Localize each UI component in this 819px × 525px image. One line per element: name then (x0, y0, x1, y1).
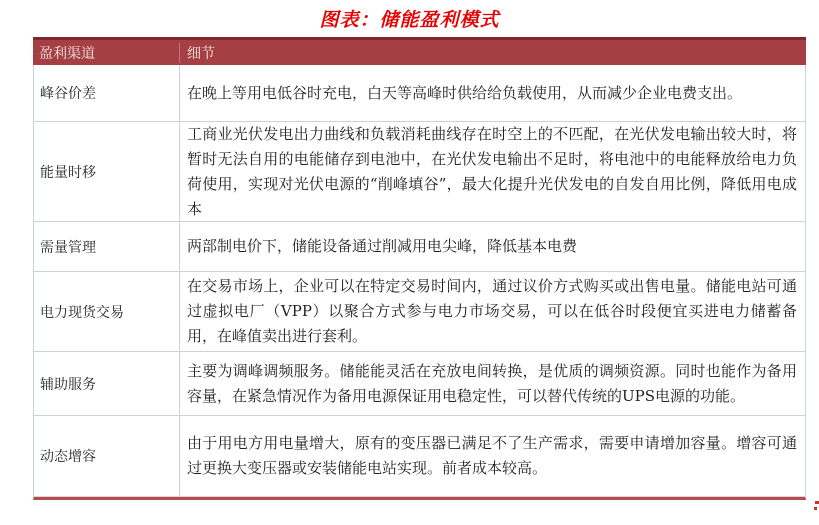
channel-cell: 辅助服务 (34, 352, 180, 415)
profit-model-table (33, 37, 806, 500)
detail-cell (180, 222, 805, 271)
detail-cell (180, 272, 805, 351)
channel-cell: 电力现货交易 (34, 272, 180, 351)
detail-cell (180, 122, 805, 221)
detail-text: 在交易市场上，企业可以在特定交易时间内，通过议价方式购买或出售电量。储能电站可通过虚拟电厂（VPP）以聚合方式参与电力市场交易，可以在低谷时段便宜买进电力储蓄备用，在峰值卖出进行套利。 (187, 277, 797, 345)
red-speck-artifact (814, 507, 817, 510)
table-row-energy-time-shift (34, 122, 805, 222)
page-title: 图表：储能盈利模式 (319, 9, 500, 31)
channel-cell: 需量管理 (34, 222, 180, 271)
detail-cell (180, 416, 805, 496)
column-header-detail: 细节 (179, 43, 806, 63)
table-body (33, 65, 806, 500)
detail-text: 由于用电方用电量增大，原有的变压器已满足不了生产需求，需要申请增加容量。增容可通过更换大变压器或安装储能电站实现。前者成本较高。 (187, 434, 797, 477)
table-row-demand-management (34, 222, 805, 272)
red-speck-artifact (815, 501, 819, 504)
detail-text: 在晚上等用电低谷时充电，白天等高峰时供给给负载使用，从而减少企业电费支出。 (187, 83, 743, 102)
table-row-spot-market-trading (34, 272, 805, 352)
table-header-row (33, 37, 806, 65)
table-row-dynamic-capacity-expansion (34, 416, 805, 497)
table-row-ancillary-services (34, 352, 805, 416)
detail-text: 工商业光伏发电出力曲线和负载消耗曲线存在时空上的不匹配，在光伏发电输出较大时，将暂时无法自用的电能储存到电池中，在光伏发电输出不足时，将电池中的电能释放给电力负荷使用，实现对光伏电源的“削峰填谷”，最大化提升光伏发电的自发自用比例，降低用电成本 (187, 124, 797, 218)
detail-text: 两部制电价下，储能设备通过削减用电尖峰，降低基本电费 (187, 237, 578, 255)
table-row-peak-valley-spread (34, 65, 805, 122)
column-header-channel: 盈利渠道 (39, 45, 95, 62)
channel-cell: 峰谷价差 (34, 65, 180, 121)
detail-cell (180, 352, 805, 415)
channel-cell: 动态增容 (34, 416, 180, 496)
detail-cell (180, 65, 805, 121)
channel-cell: 能量时移 (34, 122, 180, 221)
detail-text: 主要为调峰调频服务。储能能灵活在充放电间转换，是优质的调频资源。同时也能作为备用容量，在紧急情况作为备用电源保证用电稳定性，可以替代传统的UPS电源的功能。 (187, 361, 797, 405)
